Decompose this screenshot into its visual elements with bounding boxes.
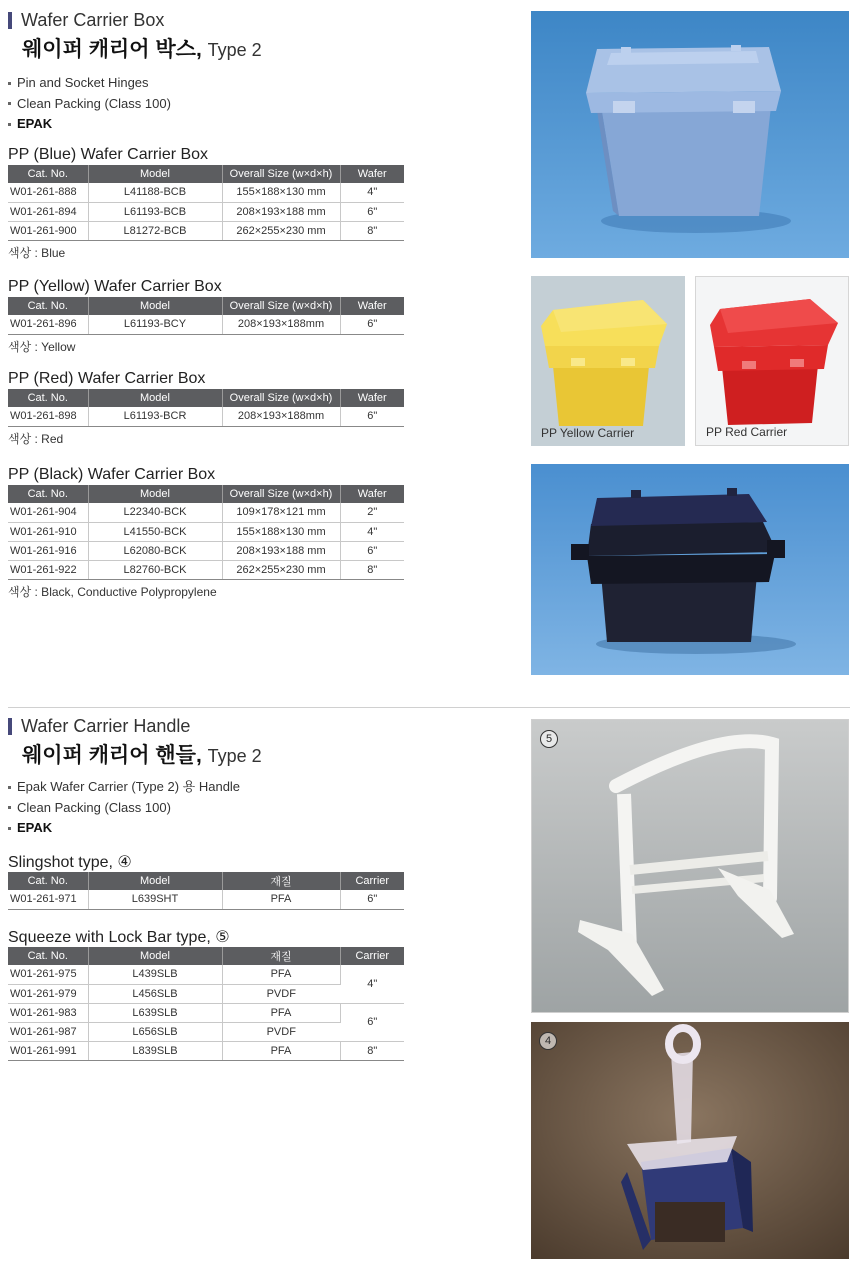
- slingshot-spec-table: [8, 872, 404, 910]
- bullet-icon: [8, 123, 11, 126]
- col-header: Carrier: [340, 872, 404, 890]
- red-carrier-image: [696, 277, 849, 446]
- col-header: Wafer: [340, 485, 404, 503]
- yellow-table-title: PP (Yellow) Wafer Carrier Box: [8, 278, 222, 295]
- heading-en: Wafer Carrier Handle: [21, 716, 191, 736]
- col-header: 재질: [222, 947, 340, 965]
- table-row: W01-261-896 L61193-BCY 208×193×188mm 6": [8, 315, 404, 334]
- col-header: Model: [88, 485, 222, 503]
- table-row: W01-261-894 L61193-BCB 208×193×188 mm 6": [8, 202, 404, 221]
- table-row: W01-261-979 L456SLB PVDF: [8, 984, 404, 1003]
- col-header: Overall Size (w×d×h): [222, 297, 340, 315]
- squeeze-table-title: Squeeze with Lock Bar type, ⑤: [8, 929, 230, 946]
- slingshot-handle-photo: [531, 1022, 849, 1259]
- bullet-icon: [8, 827, 11, 830]
- bullet-icon: [8, 102, 11, 105]
- table-row: W01-261-900 L81272-BCB 262×255×230 mm 8": [8, 221, 404, 240]
- black-table-title: PP (Black) Wafer Carrier Box: [8, 466, 216, 483]
- col-header: Carrier: [340, 947, 404, 965]
- red-spec-table: [8, 389, 404, 427]
- col-header: Cat. No.: [8, 165, 88, 183]
- col-header: Model: [88, 165, 222, 183]
- feature-item: Clean Packing (Class 100): [8, 94, 171, 115]
- red-table-title: PP (Red) Wafer Carrier Box: [8, 370, 206, 387]
- heading-accent-bar: [8, 718, 12, 735]
- col-header: Cat. No.: [8, 872, 88, 890]
- blue-spec-table: [8, 165, 404, 241]
- heading-en: Wafer Carrier Box: [21, 10, 165, 30]
- col-header: 재질: [222, 872, 340, 890]
- blue-carrier-image: [531, 11, 849, 258]
- feature-item: Epak Wafer Carrier (Type 2) 용 Handle: [8, 777, 240, 798]
- table-row: W01-261-904 L22340-BCK 109×178×121 mm 2": [8, 503, 404, 522]
- bullet-icon: [8, 82, 11, 85]
- feature-item: EPAK: [8, 114, 171, 135]
- slingshot-table-title: Slingshot type, ④: [8, 854, 132, 871]
- table-row: W01-261-916 L62080-BCK 208×193×188 mm 6": [8, 541, 404, 560]
- feature-item: Clean Packing (Class 100): [8, 798, 240, 819]
- color-note: 색상 : Yellow: [8, 340, 76, 354]
- figure-number-5: 5: [540, 730, 558, 748]
- table-row: W01-261-898 L61193-BCR 208×193×188mm 6": [8, 407, 404, 426]
- photo-caption: PP Red Carrier: [706, 425, 788, 439]
- yellow-spec-table: [8, 297, 404, 335]
- table-row: W01-261-888 L41188-BCB 155×188×130 mm 4": [8, 183, 404, 202]
- col-header: Overall Size (w×d×h): [222, 389, 340, 407]
- col-header: Model: [88, 947, 222, 965]
- black-carrier-photo: [531, 464, 849, 675]
- feature-item: EPAK: [8, 818, 240, 839]
- heading-accent-bar: [8, 12, 12, 29]
- squeeze-handle-image: [532, 720, 849, 1013]
- table-row: W01-261-983 L639SLB PFA 6": [8, 1003, 404, 1022]
- yellow-carrier-image: [531, 276, 685, 446]
- table-row: W01-261-975 L439SLB PFA 4": [8, 965, 404, 984]
- black-carrier-image: [531, 464, 849, 675]
- table-row: W01-261-910 L41550-BCK 155×188×130 mm 4": [8, 522, 404, 541]
- col-header: Model: [88, 297, 222, 315]
- col-header: Wafer: [340, 389, 404, 407]
- heading-type: Type 2: [207, 40, 262, 60]
- bullet-icon: [8, 786, 11, 789]
- color-note: 색상 : Black, Conductive Polypropylene: [8, 585, 217, 599]
- color-note: 색상 : Red: [8, 432, 64, 446]
- section-wafer-carrier-handle-heading: [8, 716, 262, 769]
- section-divider: [8, 707, 850, 708]
- feature-item: Pin and Socket Hinges: [8, 73, 171, 94]
- red-carrier-photo: [695, 276, 849, 446]
- yellow-carrier-photo: [531, 276, 685, 446]
- heading-ko: 웨이퍼 캐리어 박스,: [22, 38, 202, 61]
- table-row: W01-261-922 L82760-BCK 262×255×230 mm 8": [8, 560, 404, 579]
- col-header: Overall Size (w×d×h): [222, 485, 340, 503]
- color-note: 색상 : Blue: [8, 246, 66, 260]
- col-header: Cat. No.: [8, 389, 88, 407]
- squeeze-handle-photo: [531, 719, 849, 1013]
- black-spec-table: [8, 485, 404, 580]
- table-row: W01-261-971 L639SHT PFA 6": [8, 890, 404, 909]
- section-wafer-carrier-box-heading: [8, 10, 262, 63]
- col-header: Model: [88, 872, 222, 890]
- heading-ko: 웨이퍼 캐리어 핸들,: [22, 744, 202, 767]
- col-header: Wafer: [340, 165, 404, 183]
- bullet-icon: [8, 806, 11, 809]
- feature-list: [8, 777, 240, 839]
- col-header: Wafer: [340, 297, 404, 315]
- col-header: Model: [88, 389, 222, 407]
- col-header: Cat. No.: [8, 485, 88, 503]
- blue-carrier-photo: [531, 11, 849, 258]
- feature-list: [8, 73, 171, 135]
- photo-caption: PP Yellow Carrier: [541, 426, 635, 440]
- table-row: W01-261-991 L839SLB PFA 8": [8, 1041, 404, 1060]
- col-header: Cat. No.: [8, 947, 88, 965]
- heading-type: Type 2: [207, 746, 262, 766]
- blue-table-title: PP (Blue) Wafer Carrier Box: [8, 146, 209, 163]
- table-row: W01-261-987 L656SLB PVDF: [8, 1022, 404, 1041]
- col-header: Cat. No.: [8, 297, 88, 315]
- figure-number-4: 4: [539, 1032, 557, 1050]
- col-header: Overall Size (w×d×h): [222, 165, 340, 183]
- squeeze-spec-table: [8, 947, 404, 1061]
- slingshot-handle-image: [531, 1022, 849, 1259]
